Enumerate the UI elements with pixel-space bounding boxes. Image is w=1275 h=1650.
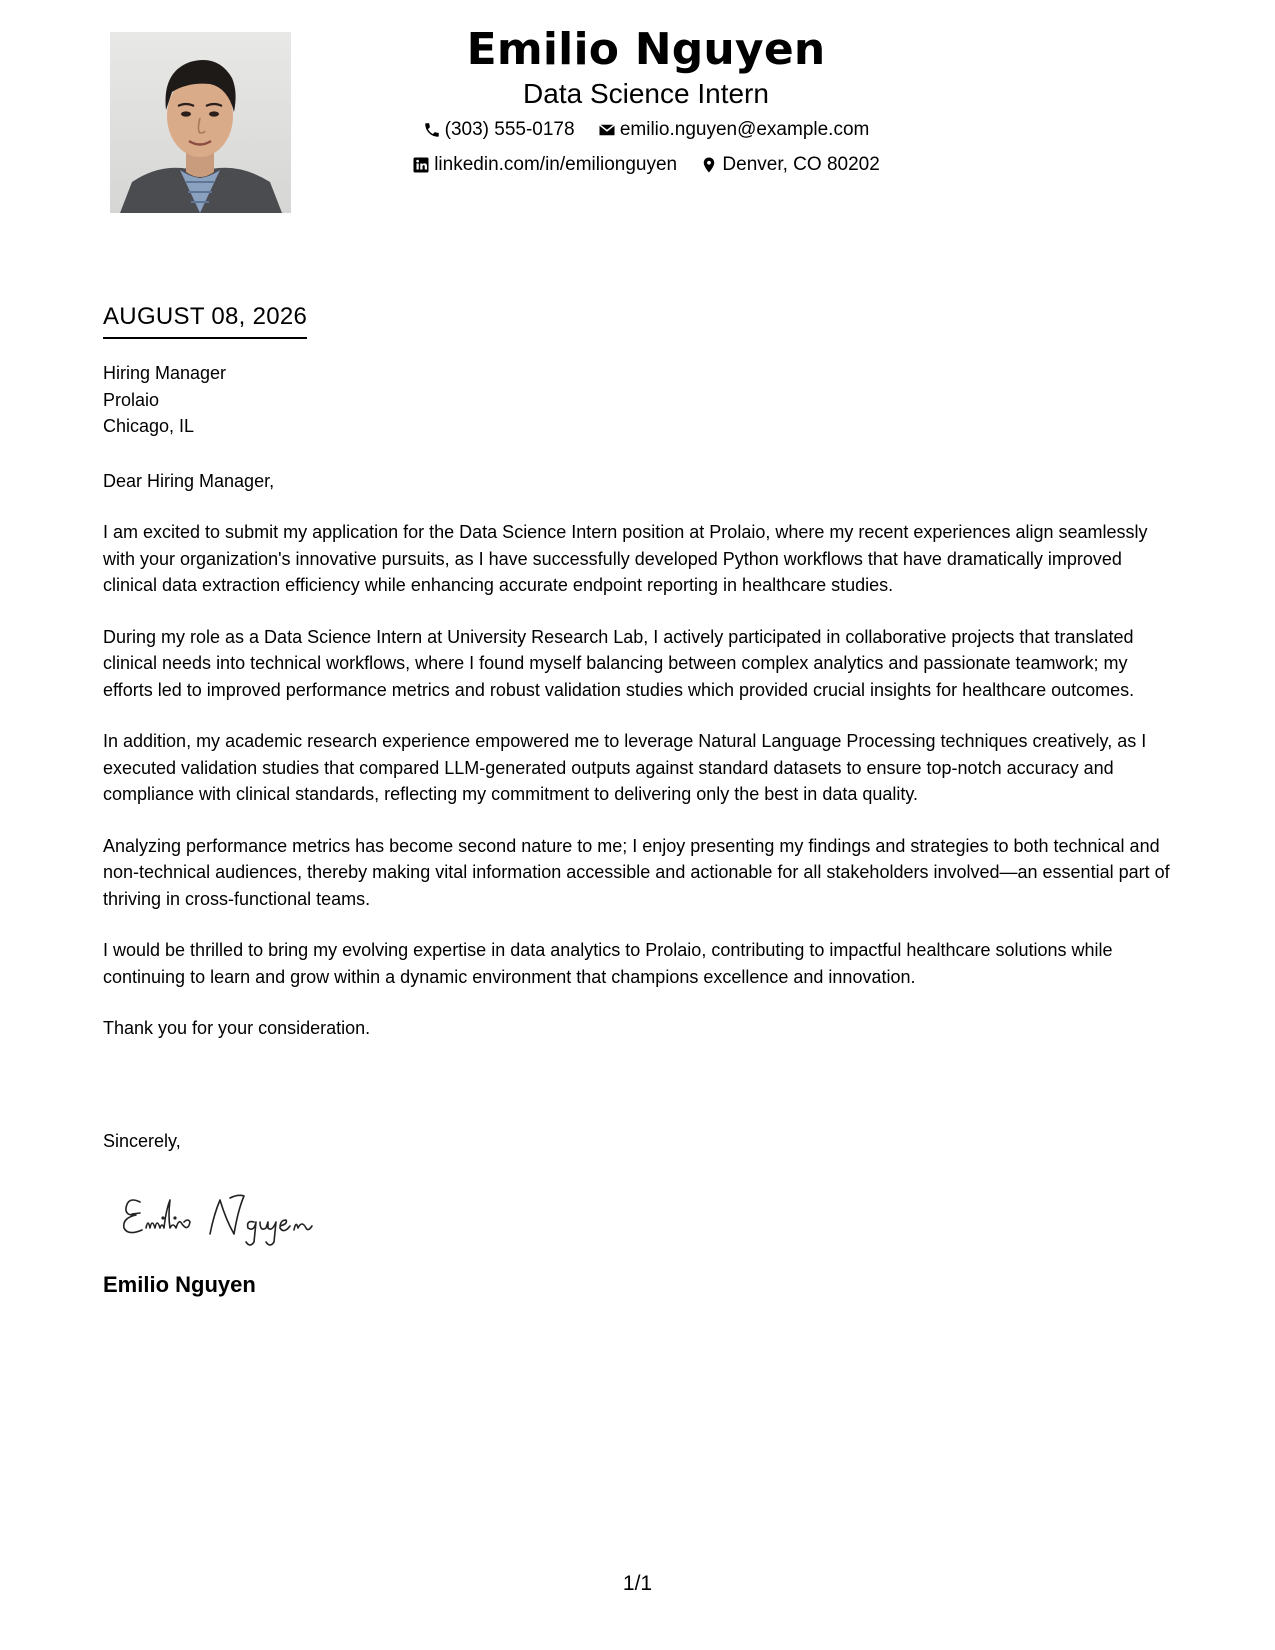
paragraph: During my role as a Data Science Intern at University Research Lab, I actively participated in collaborative projects that translated clinical needs into technical workflows, where I found myself balancing between complex analytics and passionate teamwork; my efforts led to improved performance metrics and robust validation studies which provided crucial insights for healthcare outcomes. xyxy=(103,626,1135,700)
envelope-icon xyxy=(598,121,616,139)
phone-icon xyxy=(423,121,441,139)
letter-date: AUGUST 08, 2026 xyxy=(103,300,307,339)
email-address: emilio.nguyen@example.com xyxy=(619,119,870,140)
page-number: 1/1 xyxy=(622,1572,653,1595)
map-pin-icon xyxy=(700,156,718,174)
paragraph: Analyzing performance metrics has become second nature to me; I enjoy presenting my findings and strategies to both technical and non-technical audiences, thereby making vital information accessible and actionable for all stakeholders involved—an essential part of thriving in cross-functional teams. xyxy=(103,835,1170,909)
letter-body xyxy=(103,360,1178,1042)
linkedin-url: linkedin.com/in/emilionguyen xyxy=(434,154,678,175)
contact-line-2 xyxy=(340,153,952,181)
location-text: Denver, CO 80202 xyxy=(722,154,880,175)
paragraph: I would be thrilled to bring my evolving expertise in data analytics to Prolaio, contributing to impactful healthcare solutions while continuing to learn and grow within a dynamic environment that champions excellence and innovation. xyxy=(103,940,1113,987)
job-title: Data Science Intern xyxy=(523,78,769,109)
contact-location xyxy=(700,153,879,177)
closing: Sincerely, xyxy=(103,1131,181,1151)
recipient-company: Prolaio xyxy=(103,389,160,410)
contact-phone xyxy=(423,118,575,142)
phone-number: (303) 555-0178 xyxy=(444,119,575,140)
paragraph: In addition, my academic research experience empowered me to leverage Natural Language Processing techniques creatively, as I executed validation studies that compared LLM-generated outputs against standard datasets to ensure top-notch accuracy and compliance with clinical standards, reflecting my commitment to delivering only the best in data quality. xyxy=(103,731,1147,804)
recipient-block xyxy=(103,360,1178,440)
signer-name: Emilio Nguyen xyxy=(103,1272,256,1297)
contact-email xyxy=(598,118,870,142)
contact-line-1 xyxy=(340,118,952,146)
paragraph: I am excited to submit my application for the Data Science Intern position at Prolaio, where my recent experiences align seamlessly with your organization's innovative pursuits, as I have successfully developed Python workflows that have dramatically improved clinical data extraction efficiency while enhancing accurate endpoint reporting in healthcare studies. xyxy=(103,522,1148,595)
contact-linkedin xyxy=(412,153,677,177)
recipient-title: Hiring Manager xyxy=(103,363,227,383)
applicant-name: Emilio Nguyen xyxy=(466,24,826,75)
letter-header xyxy=(340,22,952,181)
profile-photo xyxy=(110,32,291,213)
recipient-location: Chicago, IL xyxy=(103,416,195,436)
handwritten-signature xyxy=(118,1180,348,1255)
salutation: Dear Hiring Manager, xyxy=(103,470,275,491)
thank-you-line: Thank you for your consideration. xyxy=(103,1018,371,1038)
linkedin-icon xyxy=(412,156,430,174)
